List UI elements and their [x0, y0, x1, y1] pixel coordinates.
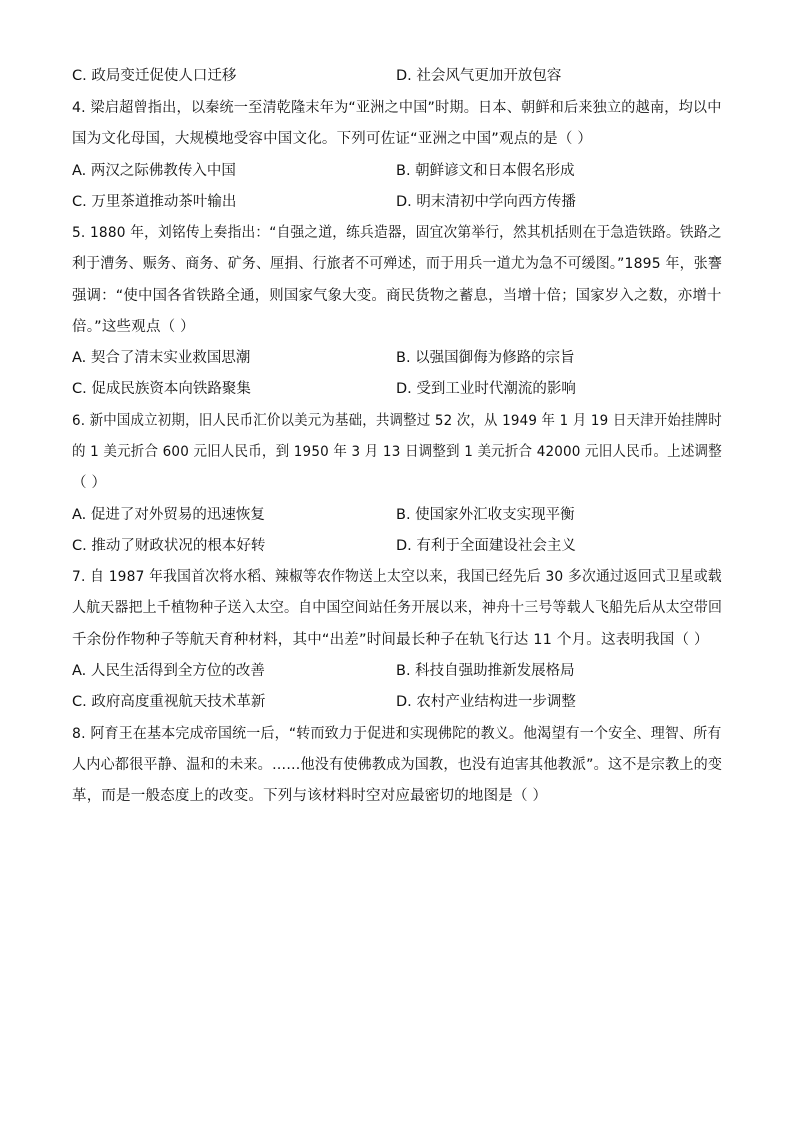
q4-option-b: B. 朝鲜谚文和日本假名形成	[396, 163, 575, 179]
q6-stem-line-2: 的 1 美元折合 600 元旧人民币，到 1950 年 3 月 13 日调整到 1 美元折合 42000 元旧人民币。上述调整	[72, 444, 722, 460]
q4-option-a: A. 两汉之际佛教传入中国	[72, 163, 236, 179]
q5-stem-line-3: 强调：“使中国各省铁路全通，则国家气象大变。商民货物之蓄息，当增十倍；国家岁入之数，亦增十	[72, 288, 722, 304]
q7-stem-line-3: 千余份作物种子等航天育种材料，其中“出差”时间最长种子在轨飞行达 11 个月。这表明我国（ ）	[72, 632, 709, 648]
q5-option-b: B. 以强国御侮为修路的宗旨	[396, 350, 575, 366]
q6-option-a: A. 促进了对外贸易的迅速恢复	[72, 507, 265, 523]
q3-option-c: C. 政局变迁促使人口迁移	[72, 68, 237, 84]
q4-option-c: C. 万里茶道推动茶叶输出	[72, 194, 237, 210]
q8-stem-line-3: 革，而是一般态度上的改变。下列与该材料时空对应最密切的地图是（ ）	[72, 788, 548, 804]
q6-option-b: B. 使国家外汇收支实现平衡	[396, 507, 575, 523]
q5-stem-line-2: 利于漕务、赈务、商务、矿务、厘捐、行旅者不可殚述，而于用兵一道尤为急不可缓图。”1895 年，张謇	[72, 256, 723, 272]
q4-option-d: D. 明末清初中学向西方传播	[396, 194, 576, 210]
q7-stem-line-2: 人航天器把上千植物种子送入太空。自中国空间站任务开展以来，神舟十三号等载人飞船先后从太空带回	[72, 600, 723, 616]
q5-stem-line-4: 倍。”这些观点（ ）	[72, 319, 195, 335]
q4-stem-line-2: 国为文化母国，大规模地受容中国文化。下列可佐证“亚洲之中国”观点的是（ ）	[72, 131, 593, 147]
q5-stem-line-1: 5. 1880 年，刘铭传上奏指出：“自强之道，练兵造器，固宜次第举行，然其机括则在于急造铁路。铁路之	[72, 225, 722, 241]
q6-option-d: D. 有利于全面建设社会主义	[396, 538, 576, 554]
q6-option-c: C. 推动了财政状况的根本好转	[72, 538, 266, 554]
q3-option-d: D. 社会风气更加开放包容	[396, 68, 562, 84]
q8-stem-line-1: 8. 阿育王在基本完成帝国统一后，“转而致力于促进和实现佛陀的教义。他渴望有一个安全、理智、所有	[72, 726, 722, 742]
q5-option-c: C. 促成民族资本向铁路聚集	[72, 381, 251, 397]
q7-stem-line-1: 7. 自 1987 年我国首次将水稻、辣椒等农作物送上太空以来，我国已经先后 30 多次通过返回式卫星或载	[72, 569, 722, 585]
q7-option-a: A. 人民生活得到全方位的改善	[72, 663, 265, 679]
q7-option-b: B. 科技自强助推新发展格局	[396, 663, 575, 679]
q7-option-c: C. 政府高度重视航天技术革新	[72, 694, 266, 710]
q6-stem-line-1: 6. 新中国成立初期，旧人民币汇价以美元为基础，共调整过 52 次，从 1949 年 1 月 19 日天津开始挂牌时	[72, 413, 722, 429]
q5-option-a: A. 契合了清末实业救国思潮	[72, 350, 251, 366]
q8-stem-line-2: 人内心都很平静、温和的未来。……他没有使佛教成为国教，也没有迫害其他教派”。这不是宗教上的变	[72, 757, 723, 773]
q5-option-d: D. 受到工业时代潮流的影响	[396, 381, 576, 397]
q4-stem-line-1: 4. 梁启超曾指出，以秦统一至清乾隆末年为“亚洲之中国”时期。日本、朝鲜和后来独立的越南，均以中	[72, 100, 722, 116]
q7-option-d: D. 农村产业结构进一步调整	[396, 694, 576, 710]
q6-stem-line-3: （ ）	[72, 475, 107, 491]
